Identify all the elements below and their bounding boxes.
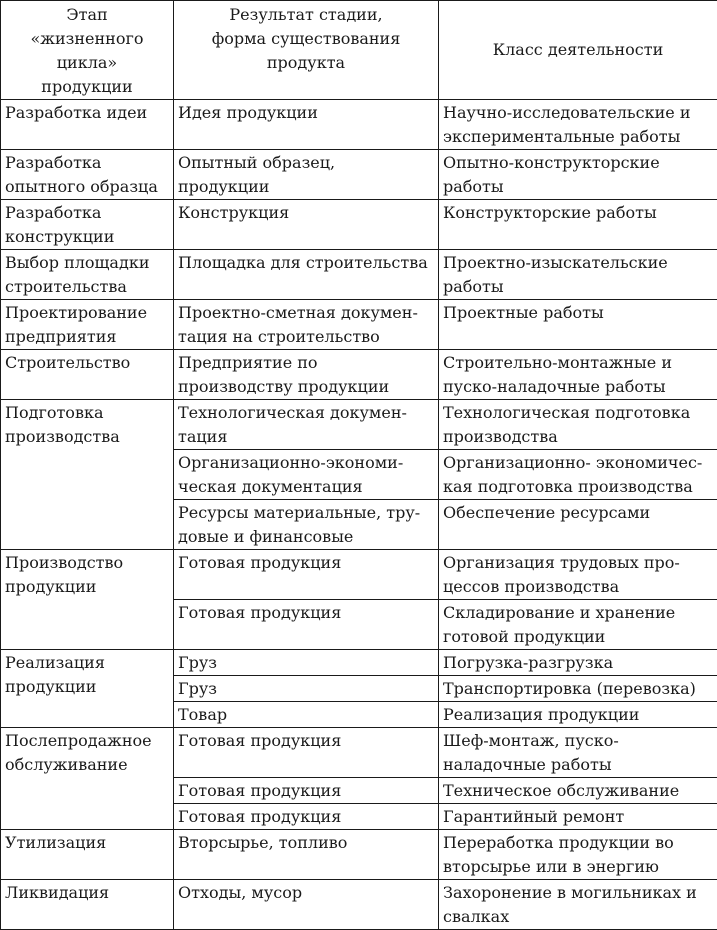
- header-row: [1, 1, 717, 100]
- result-cell: Готовая продукция: [174, 804, 439, 830]
- result-cell: Организационно-экономи- ческая документация: [174, 450, 439, 500]
- activity-cell: Технологическая подготовка производства: [439, 400, 717, 450]
- result-cell: Площадка для строительства: [174, 250, 439, 300]
- stage-cell: Разработка конструкции: [1, 200, 174, 250]
- activity-cell: Погрузка-разгрузка: [439, 650, 717, 676]
- result-cell: Технологическая докумен- тация: [174, 400, 439, 450]
- table-row: [1, 650, 717, 676]
- activity-cell: Организация трудовых про- цессов производства: [439, 550, 717, 600]
- table-body: [1, 100, 717, 930]
- table-row: [1, 728, 717, 778]
- result-cell: Готовая продукция: [174, 600, 439, 650]
- stage-cell: Реализация продукции: [1, 650, 174, 728]
- result-cell: Готовая продукция: [174, 778, 439, 804]
- stage-cell: Подготовка производства: [1, 400, 174, 550]
- result-cell: Груз: [174, 650, 439, 676]
- stage-cell: Разработка идеи: [1, 100, 174, 150]
- table-row: [1, 150, 717, 200]
- stage-cell: Утилизация: [1, 830, 174, 880]
- result-cell: Готовая продукция: [174, 728, 439, 778]
- stage-cell: Проектирование предприятия: [1, 300, 174, 350]
- result-cell: Вторсырье, топливо: [174, 830, 439, 880]
- result-cell: Конструкция: [174, 200, 439, 250]
- activity-cell: Техническое обслуживание: [439, 778, 717, 804]
- stage-cell: Выбор площадки строительства: [1, 250, 174, 300]
- activity-cell: Переработка продукции во вторсырье или в энергию: [439, 830, 717, 880]
- table-row: [1, 550, 717, 600]
- table-row: [1, 250, 717, 300]
- activity-cell: Гарантийный ремонт: [439, 804, 717, 830]
- header-activity: Класс деятельности: [439, 1, 717, 100]
- activity-cell: Организационно- экономичес- кая подготовка производства: [439, 450, 717, 500]
- result-cell: Идея продукции: [174, 100, 439, 150]
- activity-cell: Реализация продукции: [439, 702, 717, 728]
- result-cell: Проектно-сметная докумен- тация на строительство: [174, 300, 439, 350]
- stage-cell: Разработка опытного образца: [1, 150, 174, 200]
- result-cell: Предприятие по производству продукции: [174, 350, 439, 400]
- result-cell: Товар: [174, 702, 439, 728]
- table-row: [1, 200, 717, 250]
- result-cell: Ресурсы материальные, тру- довые и финансовые: [174, 500, 439, 550]
- table-row: [1, 300, 717, 350]
- stage-cell: Послепродажное обслуживание: [1, 728, 174, 830]
- activity-cell: Научно-исследовательские и экспериментальные работы: [439, 100, 717, 150]
- activity-cell: Проектные работы: [439, 300, 717, 350]
- activity-cell: Опытно-конструкторские работы: [439, 150, 717, 200]
- result-cell: Груз: [174, 676, 439, 702]
- stage-cell: Производство продукции: [1, 550, 174, 650]
- activity-cell: Строительно-монтажные и пуско-наладочные работы: [439, 350, 717, 400]
- table-row: [1, 400, 717, 450]
- activity-cell: Складирование и хранение готовой продукции: [439, 600, 717, 650]
- table-row: [1, 100, 717, 150]
- header-stage: Этап «жизненного цикла» продукции: [1, 1, 174, 100]
- activity-cell: Шеф-монтаж, пуско- наладочные работы: [439, 728, 717, 778]
- result-cell: Отходы, мусор: [174, 880, 439, 930]
- result-cell: Опытный образец, продукции: [174, 150, 439, 200]
- header-result: Результат стадии, форма существования продукта: [174, 1, 439, 100]
- activity-cell: Конструкторские работы: [439, 200, 717, 250]
- activity-cell: Транспортировка (перевозка): [439, 676, 717, 702]
- stage-cell: Строительство: [1, 350, 174, 400]
- activity-cell: Обеспечение ресурсами: [439, 500, 717, 550]
- activity-cell: Проектно-изыскательские работы: [439, 250, 717, 300]
- table-header: [1, 1, 717, 100]
- table-row: [1, 830, 717, 880]
- result-cell: Готовая продукция: [174, 550, 439, 600]
- table-row: [1, 880, 717, 930]
- stage-cell: Ликвидация: [1, 880, 174, 930]
- activity-cell: Захоронение в могильниках и свалках: [439, 880, 717, 930]
- table-row: [1, 350, 717, 400]
